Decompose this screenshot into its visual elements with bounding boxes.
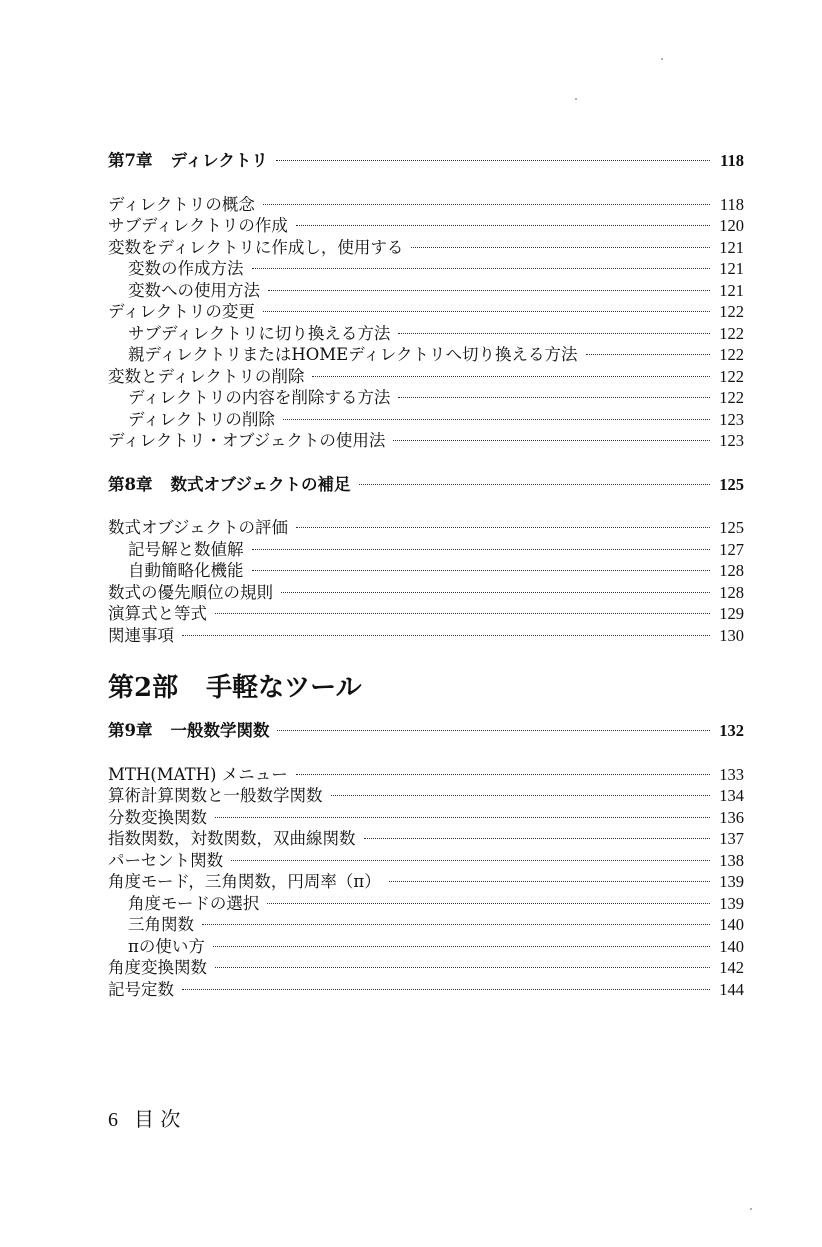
chapter-title: 数式オブジェクトの補足 — [170, 474, 351, 494]
toc-page-number: 122 — [719, 302, 744, 321]
toc-page-number: 129 — [719, 604, 744, 623]
toc-entry-row — [108, 914, 744, 936]
entry-label: 演算式と等式 — [108, 604, 207, 623]
toc-entry-row — [108, 785, 744, 807]
toc-page-number: 128 — [719, 582, 744, 602]
toc-label — [108, 344, 578, 366]
toc-page-number: 122 — [719, 345, 744, 364]
toc-page-number: 128 — [719, 561, 744, 580]
table-of-contents — [108, 150, 744, 1000]
toc-page-number: 137 — [719, 829, 744, 848]
toc-label — [108, 764, 288, 786]
dot-leader — [268, 290, 710, 291]
toc-page-number: 125 — [719, 518, 744, 537]
chapter-number: 第8章 — [108, 474, 153, 494]
dot-leader — [202, 924, 710, 925]
entry-label: ディレクトリの削除 — [128, 409, 275, 429]
toc-label — [108, 387, 390, 409]
entry-label: 変数とディレクトリの削除 — [108, 366, 305, 386]
entry-label: ディレクトリの変更 — [108, 302, 255, 321]
toc-page-number: 140 — [719, 936, 744, 956]
toc-label — [108, 323, 390, 345]
entry-label: 角度モード，三角関数，円周率（π） — [108, 872, 381, 891]
dot-leader — [281, 592, 710, 593]
toc-entry-row — [108, 280, 744, 302]
entry-label: サブディレクトリに切り換える方法 — [128, 323, 391, 343]
toc-entry-row — [108, 237, 744, 259]
dot-leader — [252, 268, 711, 269]
entry-label: サブディレクトリの作成 — [108, 216, 288, 235]
toc-page-number: 144 — [719, 979, 744, 999]
toc-label — [108, 807, 207, 829]
toc-label — [108, 258, 244, 280]
toc-page-number: 138 — [719, 850, 744, 870]
entry-label: 三角関数 — [128, 915, 194, 934]
entry-label: 角度変換関数 — [108, 958, 207, 977]
toc-entry-row — [108, 387, 744, 409]
toc-group-part1 — [108, 150, 744, 646]
entry-label: 自動簡略化機能 — [128, 561, 244, 580]
part-heading — [108, 668, 744, 708]
toc-page-number: 121 — [719, 259, 744, 278]
toc-label — [108, 539, 244, 561]
entry-label: パーセント関数 — [108, 850, 224, 870]
toc-label — [108, 893, 259, 915]
toc-entry-row — [108, 258, 744, 280]
dot-leader — [296, 527, 710, 528]
toc-label — [108, 625, 174, 647]
entry-label: 分数変換関数 — [108, 807, 207, 827]
dot-leader — [215, 613, 710, 614]
footer-title: 目 次 — [134, 1107, 181, 1131]
page-footer — [108, 1103, 180, 1132]
dot-leader — [359, 484, 711, 485]
toc-entry-row — [108, 979, 744, 1001]
dot-leader — [252, 570, 711, 571]
toc-chapter-row — [108, 474, 744, 496]
toc-entry-row — [108, 893, 744, 915]
entry-label: 関連事項 — [108, 625, 174, 645]
toc-page-number: 122 — [719, 323, 744, 343]
toc-label — [108, 194, 255, 216]
toc-entry-row — [108, 957, 744, 979]
toc-entry-row — [108, 194, 744, 216]
toc-label — [108, 560, 244, 582]
toc-entry-row — [108, 366, 744, 388]
chapter-title: ディレクトリ — [170, 151, 268, 170]
toc-page-number: 136 — [719, 807, 744, 827]
toc-label — [108, 301, 255, 323]
scan-speck — [575, 98, 577, 100]
toc-entry-row — [108, 560, 744, 582]
entry-label: ディレクトリの内容を削除する方法 — [128, 388, 391, 407]
toc-label — [108, 150, 268, 172]
dot-leader — [213, 946, 710, 947]
part-title: 手軽なツール — [206, 673, 362, 703]
part-number: 第2部 — [108, 673, 179, 703]
entry-label: 指数関数，対数関数，双曲線関数 — [108, 829, 356, 848]
toc-label — [108, 237, 403, 259]
toc-label — [108, 785, 323, 807]
toc-page-number: 123 — [719, 409, 744, 429]
entry-label: ディレクトリ・オブジェクトの使用法 — [108, 431, 386, 450]
entry-label: 変数をディレクトリに作成し，使用する — [108, 237, 404, 257]
toc-entry-row — [108, 850, 744, 872]
toc-label — [108, 979, 174, 1001]
entry-label: MTH(MATH) メニュー — [108, 764, 288, 784]
toc-label — [108, 215, 288, 237]
entry-label: 親ディレクトリまたはHOMEディレクトリへ切り換える方法 — [128, 345, 578, 364]
dot-leader — [389, 881, 710, 882]
toc-label — [108, 582, 273, 604]
dot-leader — [586, 354, 710, 355]
dot-leader — [393, 440, 710, 441]
toc-label — [108, 936, 205, 958]
dot-leader — [296, 774, 710, 775]
toc-entry-row — [108, 828, 744, 850]
toc-label — [108, 366, 304, 388]
dot-leader — [252, 549, 711, 550]
toc-entry-row — [108, 409, 744, 431]
entry-label: 算術計算関数と一般数学関数 — [108, 786, 323, 805]
dot-leader — [215, 817, 710, 818]
dot-leader — [276, 160, 710, 161]
entry-label: 数式オブジェクトの評価 — [108, 518, 289, 537]
dot-leader — [398, 397, 710, 398]
dot-leader — [263, 204, 710, 205]
toc-page-number: 120 — [719, 216, 744, 235]
entry-label: 数式の優先順位の規則 — [108, 582, 273, 602]
toc-label — [108, 850, 223, 872]
toc-entry-row — [108, 215, 744, 237]
chapter-number: 第9章 — [108, 721, 153, 740]
dot-leader — [182, 635, 710, 636]
dot-leader — [398, 333, 710, 334]
toc-entry-row — [108, 430, 744, 452]
toc-page-number: 118 — [720, 151, 744, 170]
dot-leader — [283, 419, 710, 420]
dot-leader — [364, 838, 711, 839]
toc-entry-row — [108, 871, 744, 893]
dot-leader — [231, 860, 710, 861]
toc-page-number: 142 — [719, 958, 744, 977]
toc-label — [108, 474, 351, 496]
toc-page-number: 123 — [719, 431, 744, 450]
entry-label: 変数への使用方法 — [128, 280, 260, 300]
scan-speck — [750, 1208, 752, 1210]
toc-entry-row — [108, 301, 744, 323]
toc-page-number: 121 — [719, 280, 744, 300]
toc-label — [108, 517, 288, 539]
toc-page-number: 127 — [719, 539, 744, 559]
toc-label — [108, 409, 275, 431]
entry-label: 変数の作成方法 — [128, 259, 244, 278]
entry-label: 角度モードの選択 — [128, 893, 260, 913]
chapter-title: 一般数学関数 — [170, 721, 270, 740]
toc-page-number: 140 — [719, 915, 744, 934]
toc-label — [108, 957, 207, 979]
toc-label — [108, 603, 207, 625]
dot-leader — [277, 730, 710, 731]
dot-leader — [411, 247, 710, 248]
toc-entry-row — [108, 764, 744, 786]
scan-speck — [661, 58, 663, 60]
dot-leader — [296, 225, 710, 226]
toc-page-number: 139 — [719, 872, 744, 891]
toc-page-number: 125 — [719, 474, 744, 494]
toc-page-number: 118 — [719, 194, 744, 214]
toc-page-number: 133 — [719, 764, 744, 784]
toc-page-number: 122 — [719, 388, 744, 407]
toc-page-number: 130 — [719, 625, 744, 645]
dot-leader — [267, 903, 710, 904]
toc-page-number: 121 — [719, 237, 744, 257]
dot-leader — [215, 967, 710, 968]
toc-page-number: 122 — [719, 366, 744, 386]
toc-label — [108, 828, 356, 850]
toc-entry-row — [108, 603, 744, 625]
entry-label: 記号解と数値解 — [128, 539, 244, 559]
toc-entry-row — [108, 323, 744, 345]
toc-entry-row — [108, 344, 744, 366]
entry-label: ディレクトリの概念 — [108, 194, 255, 214]
toc-group-part2 — [108, 720, 744, 1000]
toc-label — [108, 871, 381, 893]
dot-leader — [263, 311, 710, 312]
toc-entry-row — [108, 539, 744, 561]
footer-page-number: 6 — [108, 1109, 118, 1131]
toc-entry-row — [108, 936, 744, 958]
toc-entry-row — [108, 625, 744, 647]
chapter-number: 第7章 — [108, 151, 153, 170]
toc-entry-row — [108, 517, 744, 539]
toc-chapter-row — [108, 150, 744, 172]
dot-leader — [182, 989, 710, 990]
toc-chapter-row — [108, 720, 744, 742]
dot-leader — [331, 795, 711, 796]
entry-label: πの使い方 — [128, 936, 205, 956]
toc-label — [108, 430, 385, 452]
toc-label — [108, 914, 194, 936]
dot-leader — [312, 376, 710, 377]
toc-page-number: 132 — [719, 721, 744, 740]
toc-label — [108, 280, 260, 302]
toc-page-number: 139 — [719, 893, 744, 913]
toc-label — [108, 720, 269, 742]
toc-page-number: 134 — [719, 786, 744, 805]
toc-entry-row — [108, 582, 744, 604]
toc-entry-row — [108, 807, 744, 829]
entry-label: 記号定数 — [108, 979, 174, 999]
